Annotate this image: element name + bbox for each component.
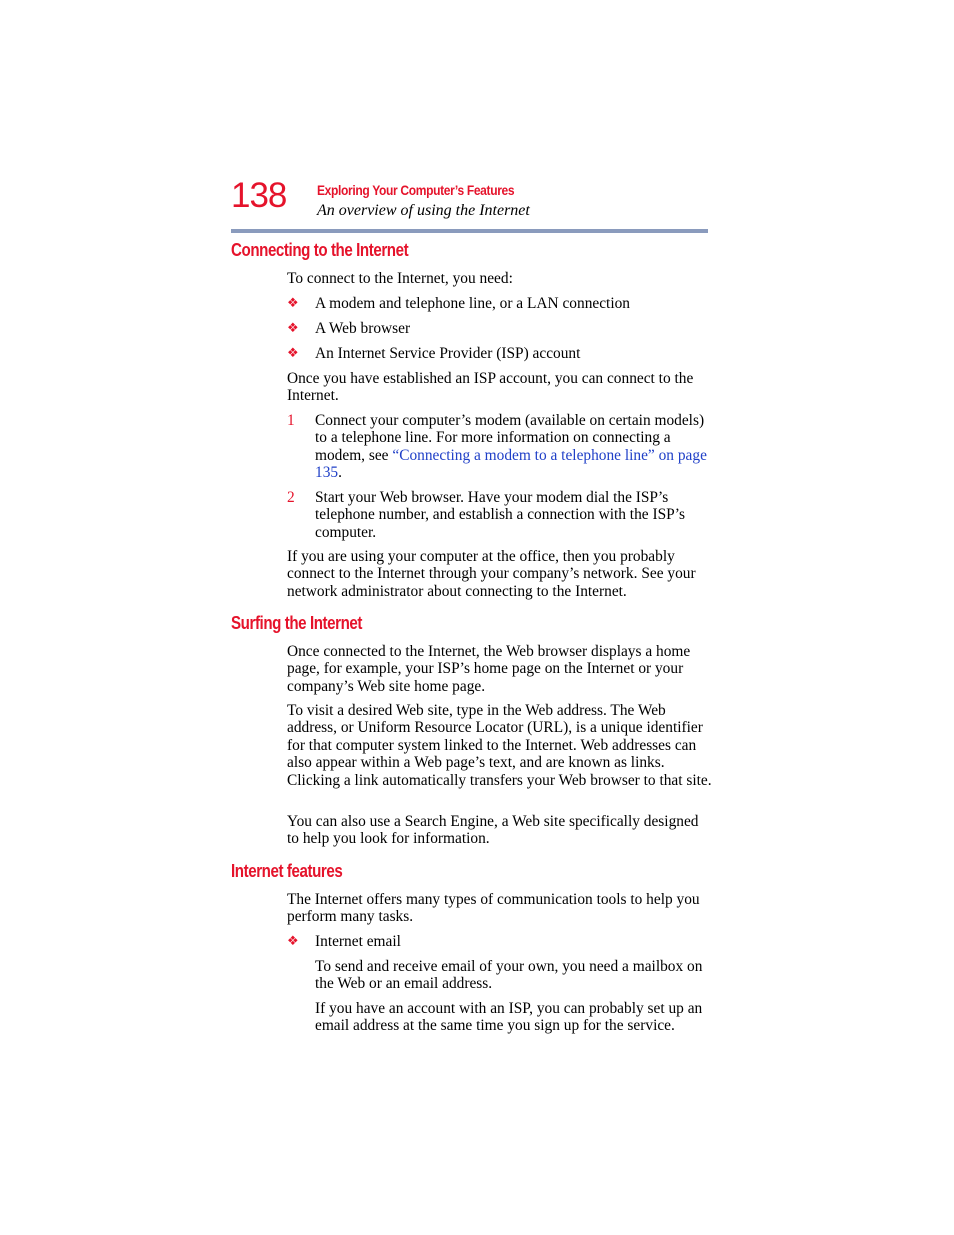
bullet-text: A Web browser [315, 320, 411, 337]
step-text: Start your Web browser. Have your modem dial the ISP’s telephone number, and establish a connection with the ISP’s computer. [315, 489, 685, 541]
bullet-icon: ❖ [287, 321, 299, 336]
step-text-after: . [338, 464, 342, 482]
features-intro: The Internet offers many types of communication tools to help you perform many tasks. [287, 891, 700, 926]
header-rule [231, 229, 708, 233]
surfing-paragraph-3: You can also use a Search Engine, a Web site specifically designed to help you look for information. [287, 813, 699, 848]
cross-reference-link[interactable]: “Connecting a modem to a telephone line” on page 135 [315, 446, 707, 482]
bullet-icon: ❖ [287, 346, 299, 361]
email-paragraph-2: If you have an account with an ISP, you can probably set up an email address at the same time you sign up for the service. [315, 1000, 703, 1035]
heading-features: Internet features [231, 861, 343, 881]
page-number: 138 [231, 176, 287, 215]
bullet-text: An Internet Service Provider (ISP) account [315, 345, 581, 362]
step-text-before: Connect your computer’s modem (available on certain models) to a telephone line. For more information on connecting a modem, see [315, 412, 705, 464]
bullet-text: Internet email [315, 933, 401, 950]
step-number: 1 [287, 412, 295, 429]
surfing-paragraph-2: To visit a desired Web site, type in the Web address. The Web address, or Uniform Resource Locator (URL), is a unique identifier for that computer system linked to the Internet. Web addresses can also appear within a Web page’s text, and are known as links. Clicking a link automatically transfers your Web browser to that site. [287, 702, 712, 789]
email-paragraph-1: To send and receive email of your own, you need a mailbox on the Web or an email address. [315, 958, 703, 993]
bullet-text: A modem and telephone line, or a LAN connection [315, 295, 630, 312]
connecting-closing: If you are using your computer at the office, then you probably connect to the Internet through your company’s network. See your network administrator about connecting to the Internet. [287, 548, 696, 600]
step-number: 2 [287, 489, 295, 506]
surfing-paragraph-1: Once connected to the Internet, the Web browser displays a home page, for example, your ISP’s home page on the Internet or your company’s Web site home page. [287, 643, 691, 695]
bullet-icon: ❖ [287, 296, 299, 311]
step-text [315, 412, 712, 482]
heading-connecting: Connecting to the Internet [231, 240, 409, 260]
connecting-intro: To connect to the Internet, you need: [287, 270, 513, 287]
connecting-after-bullets: Once you have established an ISP account, you can connect to the Internet. [287, 370, 694, 405]
heading-surfing: Surfing the Internet [231, 613, 363, 633]
running-header-section: An overview of using the Internet [317, 202, 530, 219]
running-header-chapter: Exploring Your Computer’s Features [317, 182, 515, 198]
bullet-icon: ❖ [287, 934, 299, 949]
